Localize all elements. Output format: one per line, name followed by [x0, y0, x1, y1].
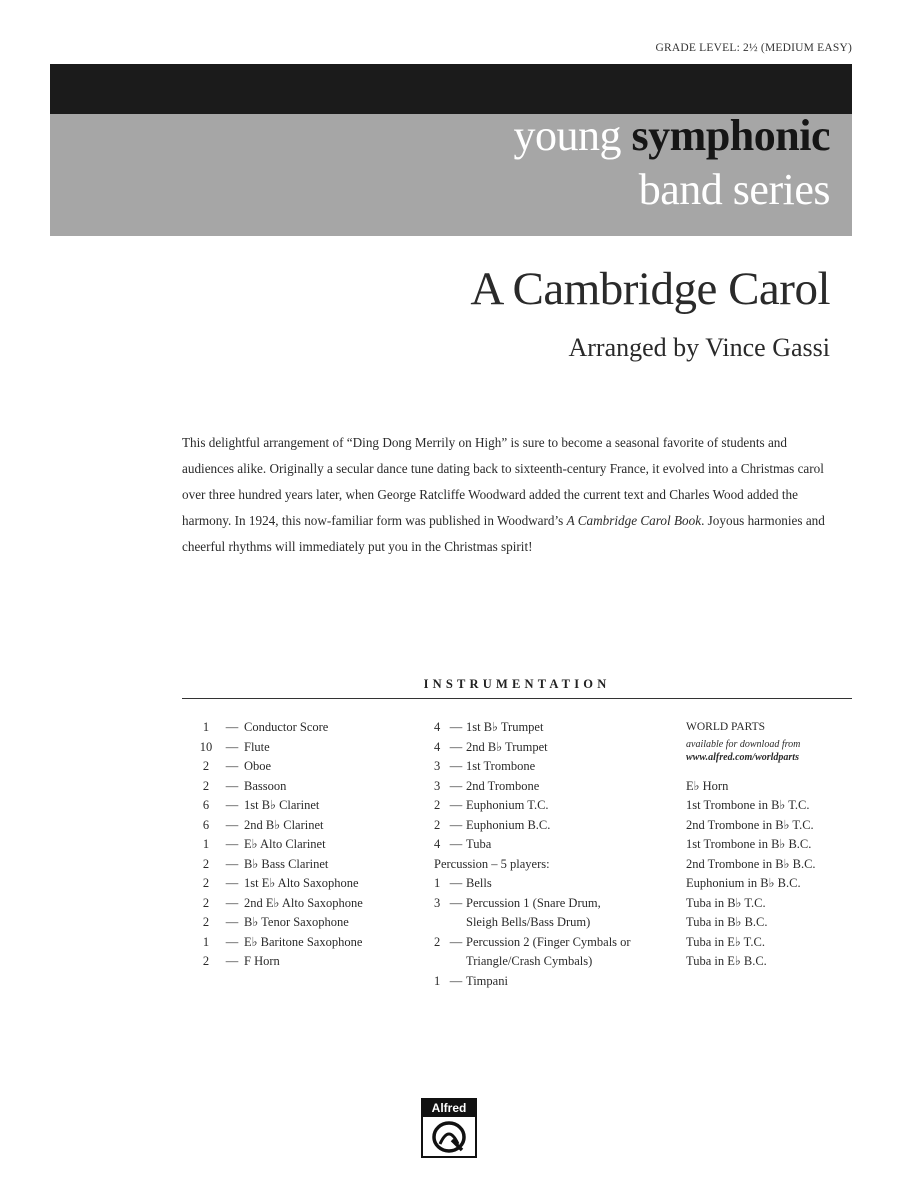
dash-separator: — [449, 720, 463, 734]
instrument-row [190, 816, 363, 836]
instrument-name: Percussion 1 (Snare Drum, [466, 895, 601, 910]
dash-separator: — [449, 759, 463, 773]
instrument-name: Percussion 2 (Finger Cymbals or [466, 934, 631, 949]
dash-separator: — [449, 876, 463, 890]
world-part-item: 2nd Trombone in B♭ T.C. [686, 817, 814, 832]
part-count: 2 [434, 798, 441, 812]
instrument-name: E♭ Baritone Saxophone [244, 934, 363, 949]
part-count: 4 [434, 837, 441, 851]
instrumentation-column-2 [434, 718, 631, 991]
header-black-band [50, 64, 852, 114]
dash-separator: — [449, 973, 463, 988]
dash-separator: — [225, 876, 239, 890]
dash-separator: — [225, 915, 239, 929]
instrument-row [434, 816, 631, 836]
world-parts [686, 718, 816, 972]
instrument-row [190, 777, 363, 797]
series-word-young: young [513, 111, 622, 160]
dash-separator: — [225, 856, 239, 871]
dash-separator: — [225, 837, 239, 851]
dash-separator: — [225, 895, 239, 910]
instrument-row [434, 933, 631, 953]
instrument-row [190, 835, 363, 855]
dash-separator: — [225, 778, 239, 793]
series-word-symphonic: symphonic [631, 111, 830, 160]
instrument-row [190, 874, 363, 894]
instrumentation-column-1 [190, 718, 363, 972]
world-part-item: 1st Trombone in B♭ T.C. [686, 798, 810, 812]
instrument-name: Euphonium T.C. [466, 798, 549, 812]
instrument-row [190, 757, 363, 777]
part-count: 2 [202, 915, 210, 929]
description-book-title: A Cambridge Carol Book [566, 513, 702, 528]
part-count: 2 [202, 876, 210, 890]
instrument-name: Timpani [466, 973, 508, 988]
part-count: 2 [434, 817, 441, 832]
alfred-logo-text: Alfred [423, 1100, 475, 1117]
part-count: 4 [434, 739, 441, 754]
dash-separator: — [225, 720, 239, 734]
part-count: 2 [202, 954, 210, 968]
instrument-row [190, 718, 363, 738]
instrument-row [434, 972, 631, 992]
part-count: 4 [434, 720, 441, 734]
part-count: 3 [434, 759, 441, 773]
dash-separator: — [225, 759, 239, 773]
part-count: 6 [202, 817, 210, 832]
instrument-name: Euphonium B.C. [466, 817, 551, 832]
instrument-name: 1st E♭ Alto Saxophone [244, 876, 359, 890]
instrument-row [190, 855, 363, 875]
description-part2: . Joyous harmonies and cheerful rhythms will immediately put you in the Christmas spirit! [182, 513, 825, 554]
world-part-item: 2nd Trombone in B♭ B.C. [686, 856, 816, 871]
instrument-row [434, 738, 631, 758]
instrument-name: 2nd B♭ Clarinet [244, 817, 324, 832]
instrument-label: Percussion – 5 players: [434, 856, 550, 871]
series-title-line1 [514, 110, 830, 161]
instrument-name: Tuba [466, 837, 492, 851]
instrument-row-continued [434, 913, 631, 933]
description-paragraph [182, 430, 842, 560]
alfred-logo-mark-icon [428, 1120, 470, 1154]
instrument-name: B♭ Bass Clarinet [244, 856, 329, 871]
dash-separator: — [449, 895, 463, 910]
instrument-row [190, 933, 363, 953]
world-part-item: Tuba in B♭ B.C. [686, 915, 768, 929]
instrument-name: Flute [244, 739, 270, 754]
series-title-line2: band series [638, 165, 830, 214]
part-count: 10 [199, 739, 213, 754]
instrument-name: Triangle/Crash Cymbals) [466, 954, 593, 968]
instrument-name: 1st B♭ Clarinet [244, 798, 320, 812]
instrument-name: 1st B♭ Trumpet [466, 720, 544, 734]
world-part-item: E♭ Horn [686, 778, 729, 793]
part-count: 6 [202, 798, 210, 812]
instrument-name: Conductor Score [244, 720, 329, 734]
instrument-row [190, 738, 363, 758]
instrument-name: F Horn [244, 954, 280, 968]
description-part1: This delightful arrangement of “Ding Dong Merrily on High” is sure to become a seasonal favorite of students and audiences alike. Originally a secular dance tune dating back to sixteenth-century France, it evolved into a Christmas carol over three hundred years later, when George Ratcliffe Woodward added the current text and Charles Wood added the harmony. In 1924, this now-familiar form was published in Woodward’s [182, 435, 824, 528]
instrument-label [434, 855, 631, 875]
instrument-row [434, 874, 631, 894]
world-parts-subtitle: available for download from [686, 738, 801, 750]
arranger-credit: Arranged by Vince Gassi [568, 333, 830, 362]
part-count: 2 [202, 778, 210, 793]
instrument-name: B♭ Tenor Saxophone [244, 915, 349, 929]
instrument-name: Bells [466, 876, 492, 890]
alfred-logo [421, 1098, 477, 1158]
dash-separator: — [449, 817, 463, 832]
world-parts-list [686, 777, 816, 972]
instrument-row [190, 796, 363, 816]
instrument-name: 2nd B♭ Trumpet [466, 739, 548, 754]
world-part-item: Tuba in E♭ T.C. [686, 934, 765, 949]
world-parts-url[interactable]: www.alfred.com/worldparts [686, 751, 799, 763]
part-count: 3 [434, 895, 441, 910]
dash-separator: — [449, 934, 463, 949]
instrument-row [434, 777, 631, 797]
instrument-row [434, 835, 631, 855]
dash-separator: — [449, 798, 463, 812]
dash-separator: — [225, 817, 239, 832]
grade-level: GRADE LEVEL: 2½ (MEDIUM EASY) [655, 42, 852, 54]
world-part-item: Euphonium in B♭ B.C. [686, 876, 801, 890]
instrument-name: 2nd Trombone [466, 778, 540, 793]
part-count: 2 [434, 934, 441, 949]
instrument-row [434, 718, 631, 738]
part-count: 2 [202, 895, 210, 910]
dash-separator: — [225, 798, 239, 812]
dash-separator: — [225, 954, 239, 968]
instrument-row [434, 757, 631, 777]
part-count: 1 [434, 876, 441, 890]
part-count: 2 [202, 759, 210, 773]
part-count: 2 [202, 856, 210, 871]
part-count: 1 [434, 973, 441, 988]
instrument-row [190, 952, 363, 972]
dash-separator: — [225, 739, 239, 754]
instrument-name: 1st Trombone [466, 759, 536, 773]
world-parts-title: WORLD PARTS [686, 721, 766, 733]
piece-title: A Cambridge Carol [470, 263, 830, 315]
instrument-row-continued [434, 952, 631, 972]
part-count: 1 [202, 720, 210, 734]
instrument-row [434, 894, 631, 914]
instrument-name: Sleigh Bells/Bass Drum) [466, 915, 591, 929]
instrument-row [190, 894, 363, 914]
instrumentation-heading: INSTRUMENTATION [423, 677, 611, 691]
part-count: 1 [202, 837, 210, 851]
part-count: 3 [434, 778, 441, 793]
dash-separator: — [449, 837, 463, 851]
instrument-name: Oboe [244, 759, 272, 773]
world-part-item: Tuba in B♭ T.C. [686, 895, 766, 910]
instrument-name: Bassoon [244, 778, 287, 793]
instrument-row [434, 796, 631, 816]
dash-separator: — [449, 778, 463, 793]
instrument-name: 2nd E♭ Alto Saxophone [244, 895, 363, 910]
dash-separator: — [225, 934, 239, 949]
instrumentation-rule [182, 698, 852, 699]
instrument-row [190, 913, 363, 933]
instrument-name: E♭ Alto Clarinet [244, 837, 326, 851]
dash-separator: — [449, 739, 463, 754]
part-count: 1 [202, 934, 210, 949]
world-part-item: 1st Trombone in B♭ B.C. [686, 837, 812, 851]
world-part-item: Tuba in E♭ B.C. [686, 954, 767, 968]
